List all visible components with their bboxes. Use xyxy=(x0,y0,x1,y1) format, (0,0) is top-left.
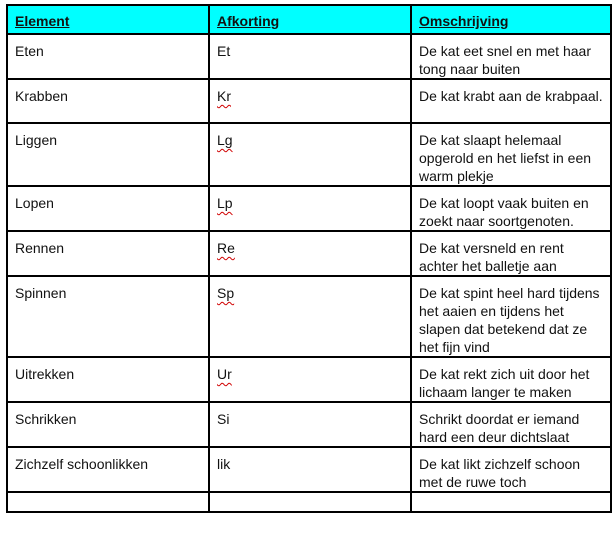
cell-element[interactable]: Uitrekken xyxy=(7,357,209,402)
header-row xyxy=(7,5,611,34)
cell-element[interactable]: Lopen xyxy=(7,186,209,231)
cell-abbreviation[interactable] xyxy=(209,186,411,231)
cell-abbreviation[interactable] xyxy=(209,34,411,79)
abbreviation-text: Si xyxy=(217,411,230,427)
cell-description[interactable]: Schrikt doordat er iemand hard een deur dichtslaat xyxy=(411,402,611,447)
table-row xyxy=(7,492,611,512)
table-row xyxy=(7,276,611,357)
table-row xyxy=(7,79,611,123)
cell-element[interactable]: Krabben xyxy=(7,79,209,123)
cell-description[interactable]: De kat eet snel en met haar tong naar buiten xyxy=(411,34,611,79)
table-row xyxy=(7,231,611,276)
cell-abbreviation[interactable] xyxy=(209,79,411,123)
cell-abbreviation[interactable] xyxy=(209,276,411,357)
header-omschrijving: Omschrijving xyxy=(411,5,611,34)
cell-element[interactable]: Rennen xyxy=(7,231,209,276)
cell-element[interactable]: Liggen xyxy=(7,123,209,186)
cell-description[interactable] xyxy=(411,492,611,512)
cell-abbreviation[interactable] xyxy=(209,492,411,512)
abbreviation-text: Lg xyxy=(217,132,233,148)
cell-abbreviation[interactable] xyxy=(209,447,411,492)
table-row xyxy=(7,402,611,447)
behavior-table xyxy=(6,4,612,513)
table-row xyxy=(7,447,611,492)
abbreviation-text: Sp xyxy=(217,285,235,301)
table-row xyxy=(7,34,611,79)
cell-element[interactable]: Schrikken xyxy=(7,402,209,447)
cell-description[interactable]: De kat loopt vaak buiten en zoekt naar soortgenoten. xyxy=(411,186,611,231)
table-row xyxy=(7,123,611,186)
abbreviation-text: lik xyxy=(217,456,231,472)
header-element: Element xyxy=(7,5,209,34)
cell-description[interactable]: De kat rekt zich uit door het lichaam langer te maken xyxy=(411,357,611,402)
cell-element[interactable]: Eten xyxy=(7,34,209,79)
cell-description[interactable]: De kat krabt aan de krabpaal. xyxy=(411,79,611,123)
cell-element[interactable] xyxy=(7,492,209,512)
table-row xyxy=(7,357,611,402)
table-body xyxy=(7,34,611,512)
abbreviation-text: Kr xyxy=(217,88,231,104)
table-row xyxy=(7,186,611,231)
cell-abbreviation[interactable] xyxy=(209,123,411,186)
cell-description[interactable]: De kat slaapt helemaal opgerold en het liefst in een warm plekje xyxy=(411,123,611,186)
abbreviation-text: Lp xyxy=(217,195,233,211)
cell-element[interactable]: Spinnen xyxy=(7,276,209,357)
cell-element[interactable]: Zichzelf schoonlikken xyxy=(7,447,209,492)
header-afkorting: Afkorting xyxy=(209,5,411,34)
abbreviation-text: Et xyxy=(217,43,231,59)
cell-abbreviation[interactable] xyxy=(209,357,411,402)
abbreviation-text: Ur xyxy=(217,366,232,382)
cell-abbreviation[interactable] xyxy=(209,402,411,447)
cell-abbreviation[interactable] xyxy=(209,231,411,276)
cell-description[interactable]: De kat versneld en rent achter het balletje aan xyxy=(411,231,611,276)
cell-description[interactable]: De kat likt zichzelf schoon met de ruwe toch xyxy=(411,447,611,492)
abbreviation-text: Re xyxy=(217,240,235,256)
cell-description[interactable]: De kat spint heel hard tijdens het aaien en tijdens het slapen dat betekend dat ze het fijn vind xyxy=(411,276,611,357)
